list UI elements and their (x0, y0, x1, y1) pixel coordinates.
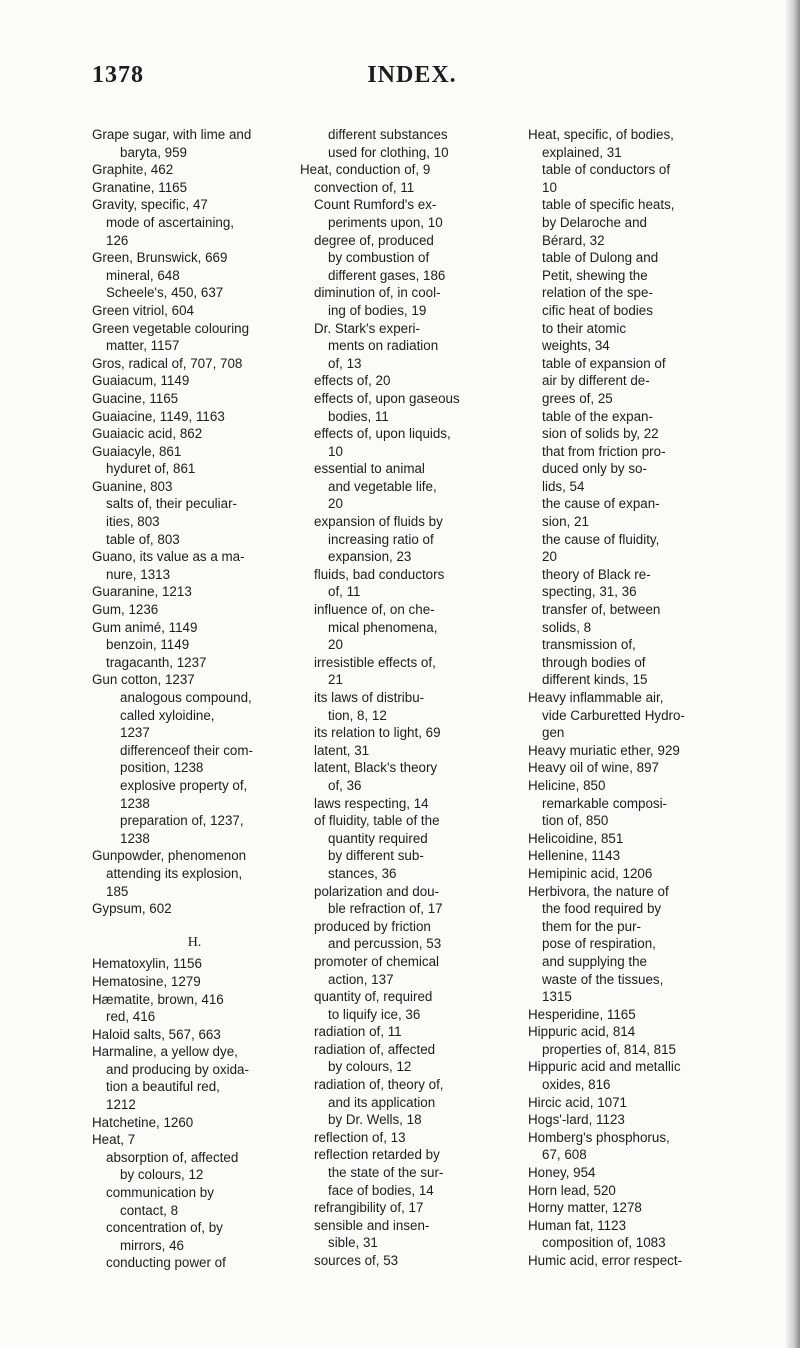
index-entry: degree of, produced (314, 232, 434, 248)
index-entry: refrangibility of, 17 (314, 1200, 424, 1216)
index-entry: different substances (328, 127, 448, 142)
index-entry: explosive property of, (120, 777, 248, 793)
index-entry: Helicoidine, 851 (528, 830, 624, 846)
index-entry: Green vitriol, 604 (92, 302, 194, 318)
index-entry: 21 (328, 672, 343, 688)
index-entry: Heavy inflammable air, (528, 690, 664, 705)
index-entry: used for clothing, 10 (328, 144, 449, 160)
index-entry: Heat, specific, of bodies, (528, 127, 674, 142)
index-entry: its laws of distribu- (314, 690, 425, 705)
index-entry: effects of, upon gaseous (314, 390, 460, 406)
index-entry: Granatine, 1165 (92, 179, 188, 195)
index-entry: baryta, 959 (120, 144, 187, 160)
index-entry: preparation of, 1237, (120, 813, 244, 829)
index-entry: contact, 8 (120, 1202, 179, 1218)
index-entry: different gases, 186 (328, 267, 446, 283)
index-entry: Hematosine, 1279 (92, 973, 201, 989)
index-entry: radiation of, theory of, (314, 1077, 444, 1093)
index-entry: analogous compound, (120, 690, 252, 705)
index-entry: relation of the spe- (542, 285, 653, 301)
index-entry: Hesperidine, 1165 (528, 1006, 636, 1022)
index-entry: irresistible effects of, (314, 654, 436, 670)
index-entry: Hemipinic acid, 1206 (528, 865, 653, 881)
index-entry: Hogs'-lard, 1123 (528, 1112, 625, 1128)
index-entry: table of, 803 (106, 531, 180, 547)
index-entry: absorption of, affected (106, 1149, 239, 1165)
index-entry: pose of respiration, (542, 936, 656, 952)
index-entry: Guacine, 1165 (92, 390, 179, 406)
index-entry: duced only by so- (542, 461, 647, 477)
index-entry: effects of, upon liquids, (314, 426, 451, 442)
index-entry: position, 1238 (120, 760, 204, 776)
index-entry: Guano, its value as a ma- (92, 549, 245, 565)
index-entry: differenceof their com- (120, 742, 253, 758)
index-entry: Harmaline, a yellow dye, (92, 1044, 238, 1060)
index-entry: face of bodies, 14 (328, 1182, 434, 1198)
index-entry: Gunpowder, phenomenon (92, 848, 247, 864)
index-entry: expansion of fluids by (314, 514, 443, 530)
index-entry: Homberg's phosphorus, (528, 1129, 670, 1145)
page-edge-shadow (786, 0, 800, 1348)
index-entry: ing of bodies, 19 (328, 302, 427, 318)
index-entry: remarkable composi- (542, 795, 668, 811)
index-entry: diminution of, in cool- (314, 285, 441, 301)
index-entry: Gravity, specific, 47 (92, 197, 208, 213)
index-entry: Gum animé, 1149 (92, 619, 198, 635)
index-entry: hyduret of, 861 (106, 461, 196, 477)
index-entry: quantity of, required (314, 989, 433, 1005)
index-entry: Graphite, 462 (92, 162, 174, 178)
index-entry: table of specific heats, (542, 197, 675, 213)
index-entry: nure, 1313 (106, 566, 171, 582)
index-entry: of, 36 (328, 777, 362, 793)
index-entry: concentration of, by (106, 1220, 223, 1236)
index-entry: 1238 (120, 830, 150, 846)
index-entry: sources of, 53 (314, 1253, 399, 1268)
index-entry: essential to animal (314, 461, 425, 477)
index-entry: Hippuric acid, 814 (528, 1024, 636, 1040)
index-entry: tragacanth, 1237 (106, 654, 207, 670)
index-entry: Horn lead, 520 (528, 1182, 616, 1198)
index-entry: Guaranine, 1213 (92, 584, 192, 600)
index-entry: Green, Brunswick, 669 (92, 250, 228, 266)
index-entry: 20 (328, 637, 343, 653)
index-entry: called xyloidine, (120, 707, 215, 723)
index-entry: theory of Black re- (542, 566, 651, 582)
index-entry: Hatchetine, 1260 (92, 1114, 194, 1130)
index-entry: transmission of, (542, 637, 636, 653)
index-entry: 1238 (120, 795, 150, 811)
index-entry: the food required by (542, 901, 662, 917)
index-entry: Herbivora, the nature of (528, 883, 669, 899)
index-entry: Guaiacyle, 861 (92, 443, 182, 459)
index-entry: 67, 608 (542, 1147, 587, 1163)
index-entry: bodies, 11 (328, 408, 389, 424)
index-entry: grees of, 25 (542, 390, 613, 406)
index-entry: increasing ratio of (328, 531, 434, 547)
index-entry: sion, 21 (542, 514, 589, 530)
index-entry: Heavy muriatic ether, 929 (528, 742, 680, 758)
index-entry: salts of, their peculiar- (106, 496, 237, 512)
index-entry: 1237 (120, 725, 150, 741)
index-entry: matter, 1157 (106, 338, 180, 354)
index-entry: Horny matter, 1278 (528, 1200, 642, 1216)
index-entry: convection of, 11 (314, 179, 415, 195)
index-entry: gen (542, 725, 565, 741)
index-entry: air by different de- (542, 373, 650, 389)
index-entry: ities, 803 (106, 514, 160, 530)
index-entry: Humic acid, error respect- (528, 1253, 683, 1268)
index-entry: explained, 31 (542, 144, 622, 160)
index-entry: conducting power of (106, 1255, 226, 1271)
index-entry: the cause of expan- (542, 496, 660, 512)
index-entry: Honey, 954 (528, 1165, 596, 1181)
index-entry: by Delaroche and (542, 214, 647, 230)
index-entry: effects of, 20 (314, 373, 391, 389)
index-entry: weights, 34 (542, 338, 610, 354)
index-entry: Guaiacine, 1149, 1163 (92, 408, 225, 424)
index-entry: by combustion of (328, 250, 430, 266)
section-letter: H. (187, 934, 202, 950)
index-entry: Hippuric acid and metallic (528, 1059, 681, 1075)
index-entry: to liquify ice, 36 (328, 1006, 421, 1022)
index-entry: cific heat of bodies (542, 302, 653, 318)
index-entry: Guanine, 803 (92, 478, 173, 494)
index-entry: vide Carburetted Hydro- (542, 707, 685, 723)
index-entry: Heat, conduction of, 9 (300, 162, 431, 178)
index-entry: 20 (542, 549, 557, 565)
index-entry: ble refraction of, 17 (328, 901, 443, 917)
index-entry: Gros, radical of, 707, 708 (92, 355, 243, 371)
index-entry: tion, 8, 12 (328, 707, 387, 723)
index-entry: mineral, 648 (106, 267, 180, 283)
index-entry: expansion, 23 (328, 549, 412, 565)
index-entry: its relation to light, 69 (314, 725, 441, 741)
index-entry: stances, 36 (328, 865, 397, 881)
index-entry: Petit, shewing the (542, 267, 648, 283)
index-entry: mirrors, 46 (120, 1237, 184, 1253)
index-entry: influence of, on che- (314, 602, 435, 618)
index-entry: periments upon, 10 (328, 214, 443, 230)
index-entry: sible, 31 (328, 1235, 378, 1251)
index-entry: fluids, bad conductors (314, 566, 445, 582)
index-entry: Count Rumford's ex- (314, 197, 437, 213)
index-entry: reflection of, 13 (314, 1129, 406, 1145)
index-entry: 1315 (542, 989, 572, 1005)
index-entry: Hæmatite, brown, 416 (92, 991, 224, 1007)
index-entry: properties of, 814, 815 (542, 1041, 676, 1057)
index-entry: Hematoxylin, 1156 (92, 956, 202, 972)
index-entry: benzoin, 1149 (106, 637, 190, 653)
index-entry: the state of the sur- (328, 1165, 444, 1181)
index-entry: promoter of chemical (314, 953, 440, 969)
index-entry: by different sub- (328, 848, 424, 864)
index-entry: oxides, 816 (542, 1077, 611, 1093)
index-entry: Haloid salts, 567, 663 (92, 1026, 221, 1042)
index-entry: Human fat, 1123 (528, 1217, 627, 1233)
index-entry: ments on radiation (328, 338, 439, 354)
index-entry: lids, 54 (542, 478, 585, 494)
index-entry: laws respecting, 14 (314, 795, 429, 811)
index-entry: communication by (106, 1185, 214, 1201)
index-entry: table of Dulong and (542, 250, 659, 266)
index-entry: 10 (328, 443, 343, 459)
index-entry: Heat, 7 (92, 1132, 136, 1148)
index-entry: Bérard, 32 (542, 232, 605, 248)
index-entry: polarization and dou- (314, 883, 440, 899)
index-entry: and its application (328, 1094, 436, 1110)
index-entry: red, 416 (106, 1009, 156, 1025)
page-number: 1378 (92, 62, 144, 88)
index-column-1 (92, 126, 297, 1272)
index-entry: transfer of, between (542, 602, 661, 618)
index-entry: Guaiacum, 1149 (92, 373, 190, 389)
index-entry: mical phenomena, (328, 619, 438, 635)
index-entry: Gypsum, 602 (92, 901, 172, 917)
index-column-2 (300, 126, 518, 1270)
index-entry: composition of, 1083 (542, 1235, 666, 1251)
index-entry: by Dr. Wells, 18 (328, 1112, 422, 1128)
index-entry: action, 137 (328, 971, 394, 987)
index-entry: 185 (106, 883, 129, 899)
index-entry: Hircic acid, 1071 (528, 1094, 627, 1110)
index-entry: attending its explosion, (106, 865, 243, 881)
index-entry: 1212 (106, 1097, 136, 1113)
index-entry: Hellenine, 1143 (528, 848, 621, 864)
index-entry: tion of, 850 (542, 813, 609, 829)
index-entry: of, 13 (328, 355, 362, 371)
index-entry: and vegetable life, (328, 478, 437, 494)
index-entry: of, 11 (328, 584, 361, 600)
index-entry: sensible and insen- (314, 1217, 430, 1233)
index-entry: Grape sugar, with lime and (92, 127, 252, 142)
running-head: INDEX. (367, 62, 457, 88)
index-entry: radiation of, affected (314, 1041, 436, 1057)
index-entry: by colours, 12 (120, 1167, 204, 1183)
page-header (92, 62, 732, 102)
index-entry: of fluidity, table of the (314, 813, 440, 829)
index-entry: and producing by oxida- (106, 1061, 249, 1077)
index-entry: table of conductors of (542, 162, 671, 178)
index-entry: latent, 31 (314, 742, 370, 758)
index-entry: 126 (106, 232, 129, 248)
index-entry: by colours, 12 (328, 1059, 412, 1075)
index-entry: specting, 31, 36 (542, 584, 637, 600)
index-entry: the cause of fluidity, (542, 531, 660, 547)
index-entry: solids, 8 (542, 619, 592, 635)
index-entry: produced by friction (314, 918, 431, 934)
index-entry: to their atomic (542, 320, 627, 336)
index-entry: waste of the tissues, (542, 971, 664, 987)
index-entry: reflection retarded by (314, 1147, 440, 1163)
index-entry: table of the expan- (542, 408, 653, 424)
index-entry: latent, Black's theory (314, 760, 438, 776)
index-entry: Green vegetable colouring (92, 320, 250, 336)
index-entry: and supplying the (542, 953, 647, 969)
index-entry: and percussion, 53 (328, 936, 442, 952)
index-entry: different kinds, 15 (542, 672, 648, 688)
index-entry: Gun cotton, 1237 (92, 672, 195, 688)
index-entry: Helicine, 850 (528, 777, 606, 793)
index-entry: tion a beautiful red, (106, 1079, 220, 1095)
index-entry: 10 (542, 179, 557, 195)
index-entry: 20 (328, 496, 343, 512)
index-entry: radiation of, 11 (314, 1024, 402, 1040)
index-entry: mode of ascertaining, (106, 214, 235, 230)
index-entry: that from friction pro- (542, 443, 666, 459)
index-entry: Scheele's, 450, 637 (106, 285, 224, 301)
index-entry: Gum, 1236 (92, 602, 159, 618)
index-entry: through bodies of (542, 654, 646, 670)
index-entry: Heavy oil of wine, 897 (528, 760, 660, 776)
index-entry: table of expansion of (542, 355, 666, 371)
index-entry: them for the pur- (542, 918, 641, 934)
index-entry: quantity required (328, 830, 428, 846)
index-column-3 (528, 126, 743, 1270)
index-entry: sion of solids by, 22 (542, 426, 659, 442)
index-entry: Guaiacic acid, 862 (92, 426, 203, 442)
index-entry: Dr. Stark's experi- (314, 320, 420, 336)
